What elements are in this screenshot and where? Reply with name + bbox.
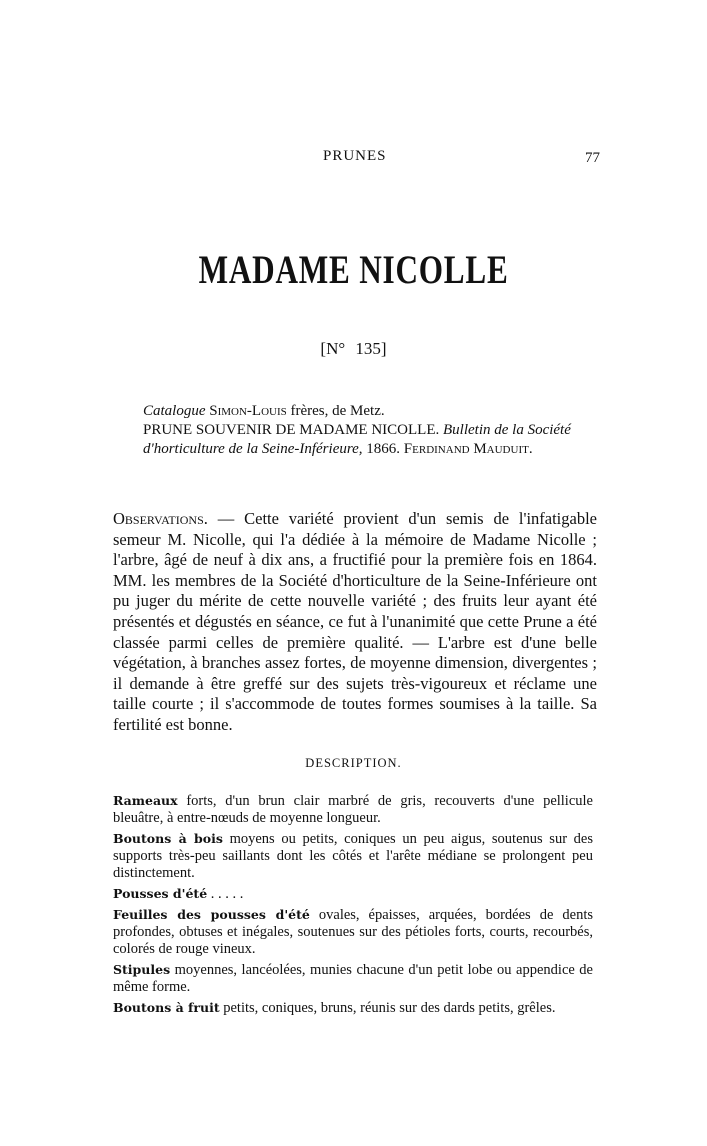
description-item xyxy=(113,830,593,882)
description-text: moyens ou petits, coniques un peu aigus, soutenus sur des supports très-peu saillants dont les côtés et l'arête médiane se prolongent peu distinctement. xyxy=(113,831,593,881)
description-item xyxy=(113,792,593,827)
description-item xyxy=(113,906,593,958)
description-text: moyennes, lancéolées, munies chacune d'un petit lobe ou appendice de même forme. xyxy=(113,962,593,995)
description-term: Pousses d'été xyxy=(113,886,208,901)
observations-paragraph xyxy=(113,509,597,736)
description-text: petits, coniques, bruns, réunis sur des dards petits, grêles. xyxy=(219,1000,556,1016)
page-number: 77 xyxy=(585,150,600,166)
catalogue-name: Simon-Louis xyxy=(209,403,287,419)
description-item xyxy=(113,885,593,903)
description-list xyxy=(113,792,593,1020)
description-term: Boutons à bois xyxy=(113,831,223,846)
description-term: Feuilles des pousses d'été xyxy=(113,907,310,922)
catalogue-word: Catalogue xyxy=(143,403,206,419)
page-title: MADAME NICOLLE xyxy=(198,247,509,292)
variety-number-label: [N° xyxy=(320,339,346,358)
description-item xyxy=(113,961,593,996)
running-title: PRUNES xyxy=(323,148,387,164)
description-term: Stipules xyxy=(113,962,171,977)
synonym-name: PRUNE SOUVENIR DE MADAME NICOLLE. xyxy=(143,422,440,438)
bulletin-year: 1866. xyxy=(362,441,401,457)
references xyxy=(113,402,593,459)
description-heading: DESCRIPTION. xyxy=(305,756,402,770)
description-text: ovales, épaisses, arquées, bordées de dents profondes, obtuses et inégales, soutenues sur des pétioles forts, courts, recourbés, colorés de rouge vineux. xyxy=(113,907,593,957)
bulletin-title: Bulletin de la Société d'horticulture de la Seine-Inférieure, xyxy=(143,422,571,457)
observations-label: Observations. xyxy=(113,509,208,528)
description-text: forts, d'un brun clair marbré de gris, recouverts d'une pellicule bleuâtre, à entre-nœuds de moyenne longueur. xyxy=(113,793,593,826)
observations-text: — Cette variété provient d'un semis de l'infatigable semeur M. Nicolle, qui l'a dédiée à la mémoire de Madame Nicolle ; l'arbre, âgé de neuf à dix ans, a fructifié pour la première fois en 1864. MM. les membres de la Société d'horticulture de la Seine-Inférieure ont pu juger du mérite de cette nouvelle variété ; des fruits leur ayant été présentés et dégustés en séance, ce fut à l'unanimité que cette Prune a été classée parmi celles de première qualité. — L'arbre est d'une belle végétation, à branches assez fortes, de moyenne dimension, divergentes ; il demande à être greffé sur des sujets très-vigoureux et réclame une taille courte ; il s'accommode de toutes formes soumises à la taille. Sa fertilité est bonne. xyxy=(113,509,597,734)
description-term: Rameaux xyxy=(113,793,178,808)
bulletin-author: Ferdinand Mauduit. xyxy=(403,441,533,457)
description-text: . . . . . xyxy=(207,886,244,902)
reference-catalogue xyxy=(113,402,593,421)
description-item xyxy=(113,999,593,1017)
variety-number xyxy=(0,339,707,359)
reference-synonym xyxy=(143,421,593,459)
variety-number-value: 135] xyxy=(355,339,387,358)
description-term: Boutons à fruit xyxy=(113,1000,220,1015)
catalogue-rest: frères, de Metz. xyxy=(286,403,385,419)
running-head xyxy=(0,148,707,172)
